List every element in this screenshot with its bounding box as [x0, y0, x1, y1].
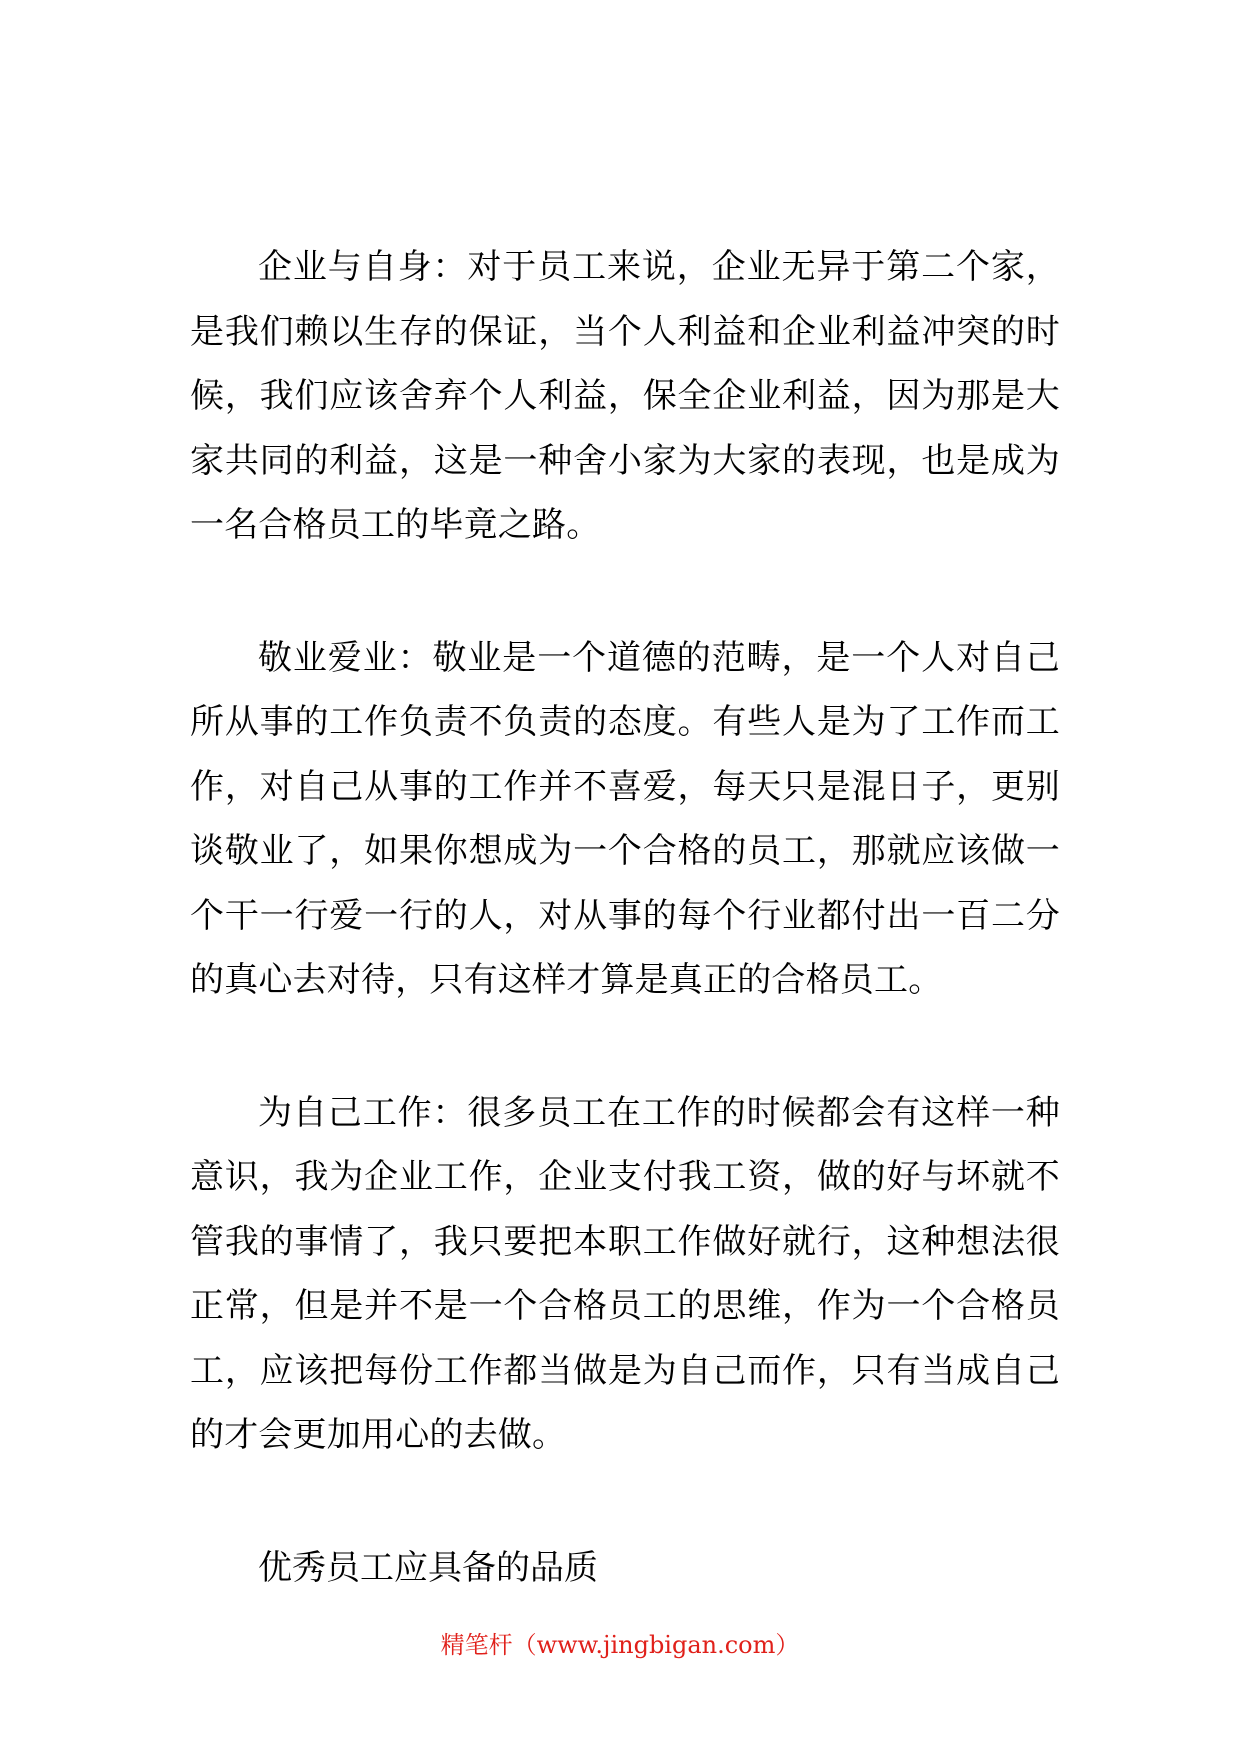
section-heading: 优秀员工应具备的品质: [258, 1547, 598, 1588]
paragraph-enterprise-and-self: 企业与自身：对于员工来说，企业无异于第二个家，是我们赖以生存的保证，当个人利益和企业利益冲突的时候，我们应该舍弃个人利益，保全企业利益，因为那是大家共同的利益，这是一种舍小家为大家的表现，也是成为一名合格员工的毕竟之路。: [190, 247, 1060, 545]
footer-watermark: 精笔杆（www.jingbigan.com）: [440, 1631, 800, 1659]
document-body: [190, 235, 1060, 1600]
paragraph-work-for-yourself: 为自己工作：很多员工在工作的时候都会有这样一种意识，我为企业工作，企业支付我工资，做的好与坏就不管我的事情了，我只要把本职工作做好就行，这种想法很正常，但是并不是一个合格员工的思维，作为一个合格员工，应该把每份工作都当做是为自己而作，只有当成自己的才会更加用心的去做。: [190, 1092, 1060, 1455]
paragraph-dedication: 敬业爱业：敬业是一个道德的范畴，是一个人对自己所从事的工作负责不负责的态度。有些人是为了工作而工作，对自己从事的工作并不喜爱，每天只是混日子，更别谈敬业了，如果你想成为一个合格的员工，那就应该做一个干一行爱一行的人，对从事的每个行业都付出一百二分的真心去对待，只有这样才算是真正的合格员工。: [190, 637, 1060, 1000]
